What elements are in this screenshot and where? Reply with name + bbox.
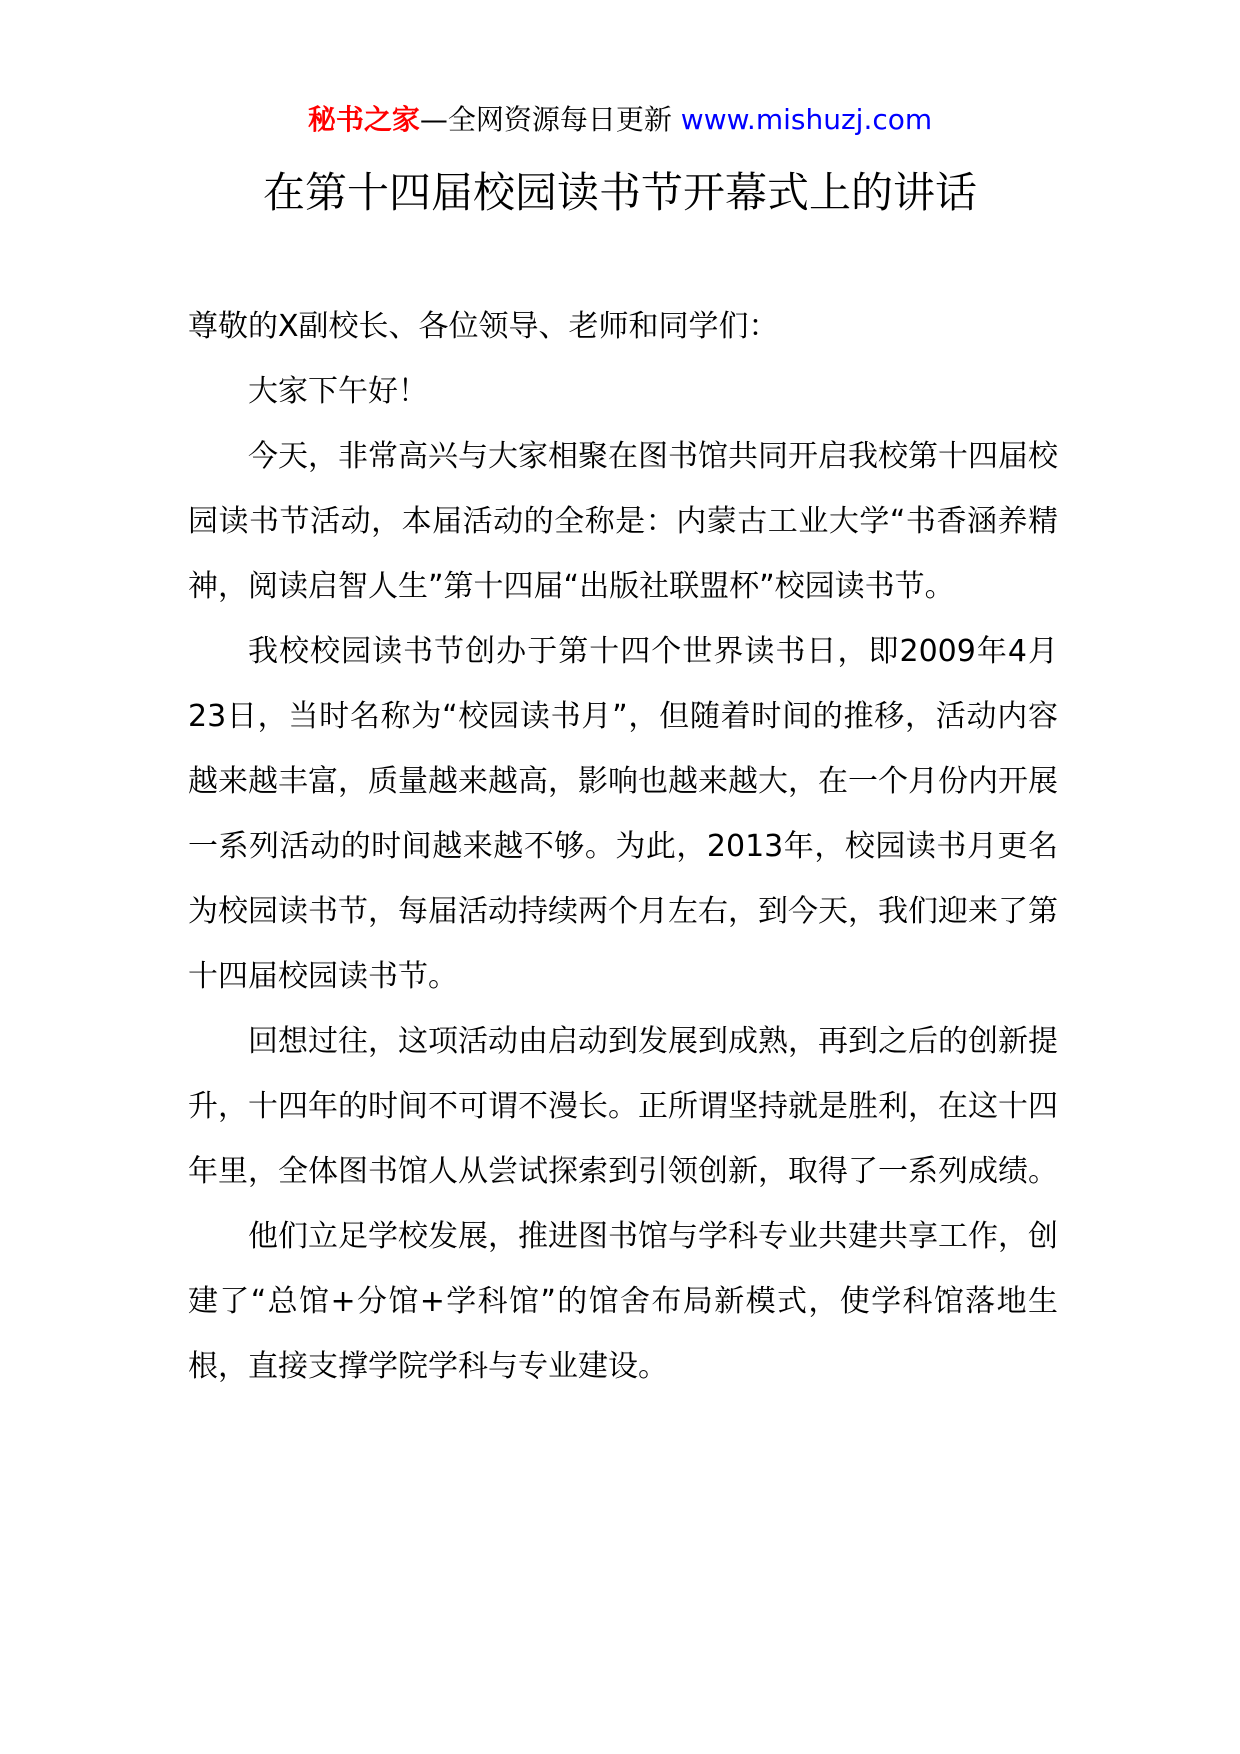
paragraph-history: 我校校园读书节创办于第十四个世界读书日，即2009年4月23日，当时名称为“校园读书月”，但随着时间的推移，活动内容越来越丰富，质量越来越高，影响也越来越大，在一个月份内开展一系列活动的时间越来越不够。为此，2013年，校园读书月更名为校园读书节，每届活动持续两个月左右，到今天，我们迎来了第十四届校园读书节。 (188, 634, 1058, 994)
salutation: 尊敬的X副校长、各位领导、老师和同学们： (188, 309, 779, 344)
site-tagline: —全网资源每日更新 (419, 103, 672, 136)
document-body (188, 294, 1058, 1399)
paragraph-achievements: 他们立足学校发展，推进图书馆与学科专业共建共享工作，创建了“总馆+分馆+学科馆”的馆舍布局新模式，使学科馆落地生根，直接支撑学院学科与专业建设。 (188, 1219, 1058, 1384)
paragraph-greeting: 大家下午好！ (248, 374, 428, 409)
site-header (0, 100, 1240, 140)
paragraph-review: 回想过往，这项活动由启动到发展到成熟，再到之后的创新提升，十四年的时间不可谓不漫长。正所谓坚持就是胜利，在这十四年里，全体图书馆人从尝试探索到引领创新，取得了一系列成绩。 (188, 1024, 1058, 1189)
site-url-link[interactable]: www.mishuzj.com (680, 103, 933, 136)
paragraph-opening: 今天，非常高兴与大家相聚在图书馆共同开启我校第十四届校园读书节活动，本届活动的全称是：内蒙古工业大学“书香涵养精神，阅读启智人生”第十四届“出版社联盟杯”校园读书节。 (188, 439, 1058, 604)
document-title: 在第十四届校园读书节开幕式上的讲话 (262, 168, 977, 217)
site-brand: 秘书之家 (307, 103, 420, 136)
